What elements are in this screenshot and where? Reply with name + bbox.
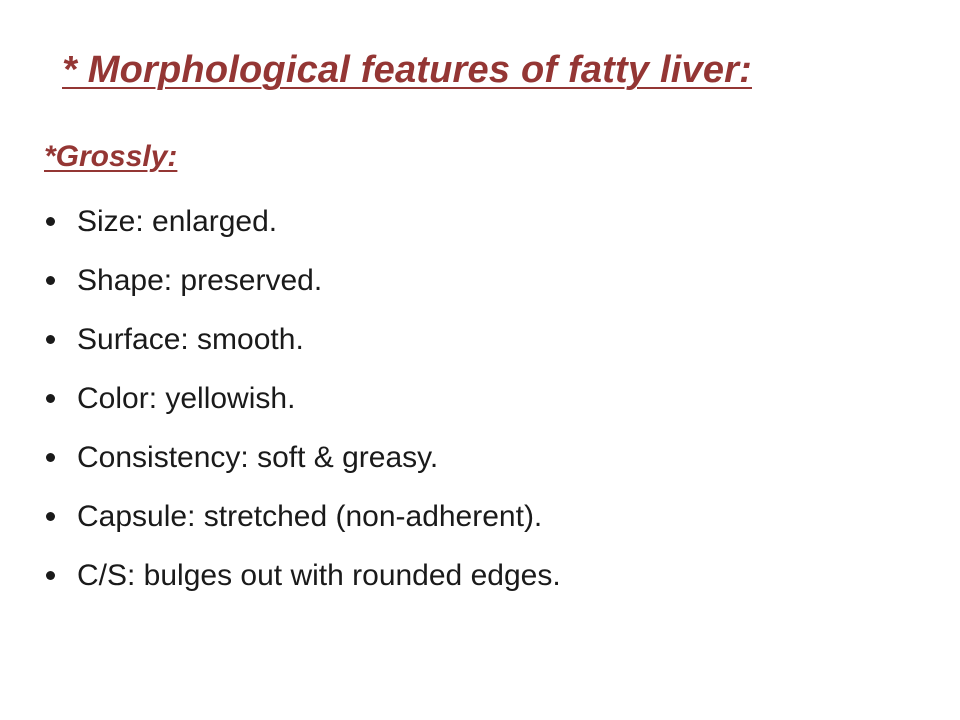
bullet-text: C/S: bulges out with rounded edges. (77, 559, 561, 592)
section-heading-grossly: *Grossly: (44, 140, 178, 173)
bullet-text: Color: yellowish. (77, 382, 296, 415)
bullet-icon (46, 512, 55, 521)
bullet-icon (46, 276, 55, 285)
bullet-text: Shape: preserved. (77, 264, 323, 297)
bullet-icon (46, 217, 55, 226)
bullet-icon (46, 394, 55, 403)
slide-title: * Morphological features of fatty liver: (62, 49, 752, 91)
bullet-icon (46, 335, 55, 344)
bullet-text: Size: enlarged. (77, 205, 278, 238)
bullet-text: Consistency: soft & greasy. (77, 441, 439, 474)
bullet-text: Surface: smooth. (77, 323, 304, 356)
bullet-icon (46, 453, 55, 462)
bullet-text: Capsule: stretched (non-adherent). (77, 500, 543, 533)
bullet-icon (46, 571, 55, 580)
